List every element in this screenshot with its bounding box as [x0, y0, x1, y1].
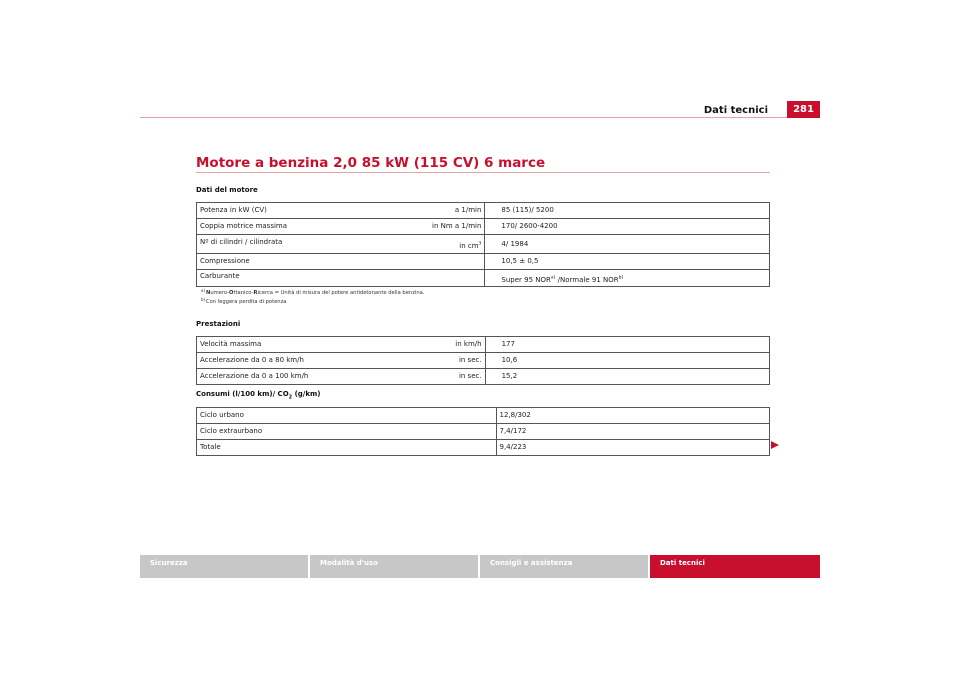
- table-cell-value: 177: [485, 337, 769, 353]
- arrow-right-icon[interactable]: [771, 441, 779, 449]
- header-section-title: Dati tecnici: [703, 105, 768, 116]
- table-cell-value: 170/ 2600-4200: [485, 219, 770, 235]
- table-cell-label: Accelerazione da 0 a 100 km/h in sec.: [197, 369, 486, 385]
- table-cell-value: 7,4/172: [496, 424, 770, 440]
- table-cell-value: 4/ 1984: [485, 235, 770, 254]
- footer-tab-consigli-assistenza[interactable]: Consigli e assistenza: [480, 555, 648, 578]
- table-cell-value: 10,6: [485, 353, 769, 369]
- page-number: 281: [787, 101, 820, 118]
- table-row: [197, 235, 770, 254]
- table-row: [197, 203, 770, 219]
- footer-tab-dati-tecnici[interactable]: Dati tecnici: [650, 555, 820, 578]
- table-row: [197, 337, 770, 353]
- page-title: Motore a benzina 2,0 85 kW (115 CV) 6 marce: [196, 155, 546, 171]
- table-cell-label: Ciclo extraurbano: [197, 424, 497, 440]
- engine-heading: Dati del motore: [196, 186, 258, 194]
- footer-tab-sicurezza[interactable]: Sicurezza: [140, 555, 308, 578]
- table-cell-label: Carburante: [197, 270, 485, 287]
- consumption-table: [196, 407, 770, 456]
- table-cell-label: Coppia motrice massima in Nm a 1/min: [197, 219, 485, 235]
- engine-table: [196, 202, 770, 287]
- table-row: [197, 424, 770, 440]
- footer-tab-modalita-uso[interactable]: Modalità d'uso: [310, 555, 478, 578]
- performance-table: [196, 336, 770, 385]
- table-row: [197, 440, 770, 456]
- table-row: [197, 270, 770, 287]
- table-row: [197, 353, 770, 369]
- table-cell-label: Accelerazione da 0 a 80 km/h in sec.: [197, 353, 486, 369]
- footnote-b: b) Con leggera perdita di potenza: [201, 297, 287, 305]
- table-row: [197, 219, 770, 235]
- table-cell-label: Ciclo urbano: [197, 408, 497, 424]
- table-row: [197, 369, 770, 385]
- consumption-heading: Consumi (l/100 km)/ $CO_2$ (g/km): [196, 390, 321, 401]
- header-rule: [140, 117, 820, 118]
- table-cell-label: Potenza in kW (CV) a 1/min: [197, 203, 485, 219]
- table-cell-value: 85 (115)/ 5200: [485, 203, 770, 219]
- table-row: [197, 408, 770, 424]
- title-rule: [196, 172, 770, 173]
- table-cell-label: Nº di cilindri / cilindrata in $cm^3$: [197, 235, 485, 254]
- table-cell-value: 10,5 ± 0,5: [485, 254, 770, 270]
- table-cell-label: Velocità massima in km/h: [197, 337, 486, 353]
- table-cell-label: Totale: [197, 440, 497, 456]
- performance-heading: Prestazioni: [196, 320, 241, 328]
- table-cell-value: 12,8/302: [496, 408, 770, 424]
- table-cell-value: 9,4/223: [496, 440, 770, 456]
- table-cell-value: Super 95 NOR$^{a)}$ /Normale 91 NOR$^{b)}$: [485, 270, 770, 287]
- table-cell-label: Compressione: [197, 254, 485, 270]
- table-row: [197, 254, 770, 270]
- table-cell-value: 15,2: [485, 369, 769, 385]
- footnote-a: a) Numero-Ottanico-Ricerca = Unità di misura del potere antidetonante della benzina.: [201, 288, 425, 296]
